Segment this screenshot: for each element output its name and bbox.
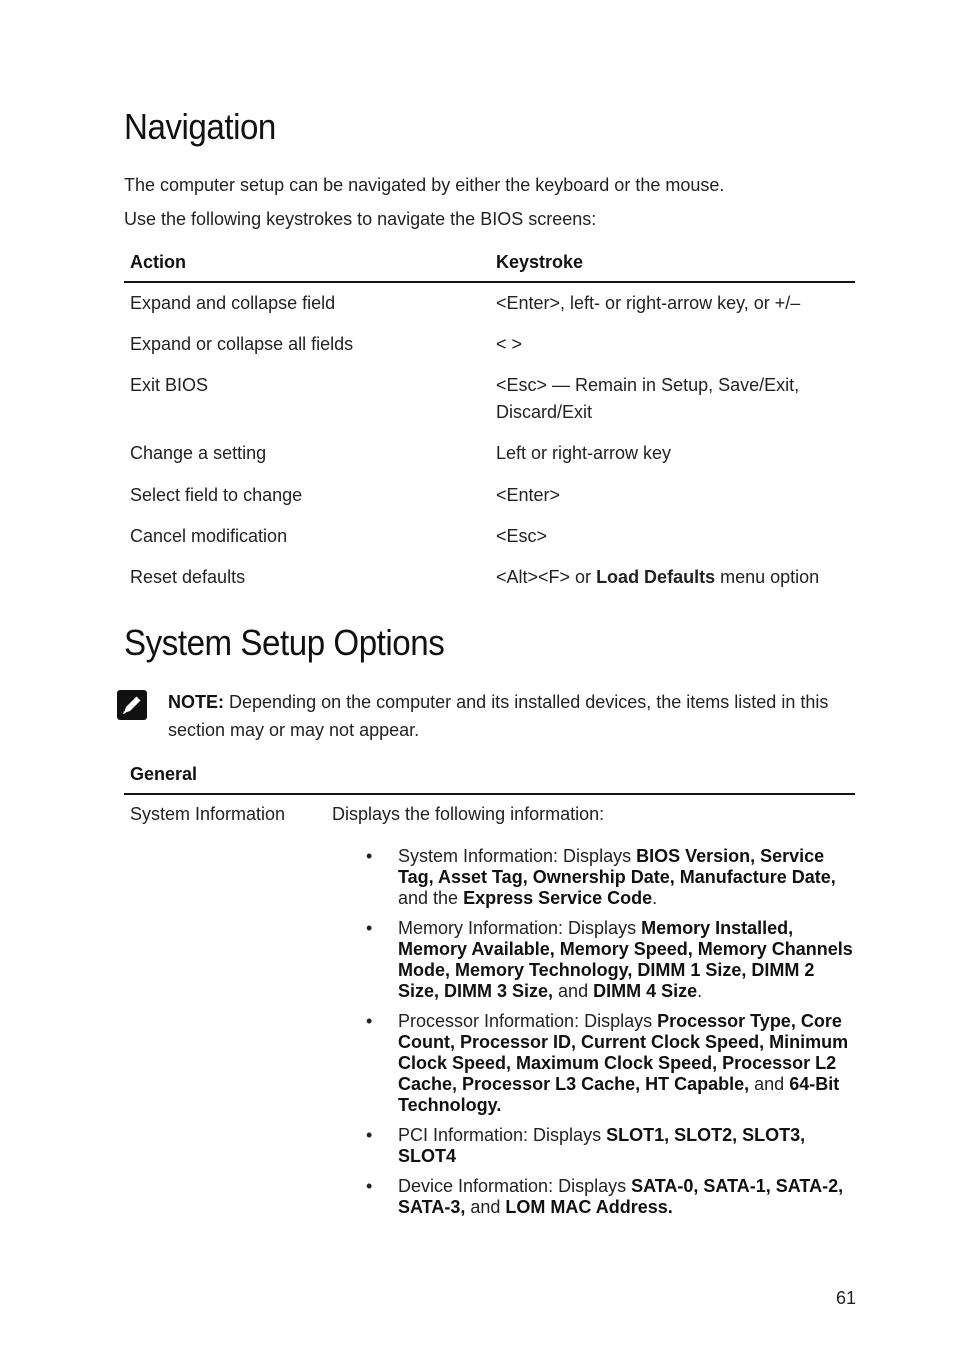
system-setup-options-title: System Setup Options [124, 622, 445, 663]
list-text: . [697, 981, 703, 1001]
action-cell: Cancel modification [130, 526, 288, 546]
note-body: Depending on the computer and its installed devices, the items listed in this section may or may not appear. [168, 692, 829, 740]
list-item [366, 1125, 856, 1167]
bullet-marker: • [366, 846, 373, 866]
general-header: General [130, 764, 198, 784]
bold-term: SATA-0, SATA-1, SATA-2, SATA-3, [398, 1176, 844, 1217]
keystroke-cell: Left or right-arrow key [496, 443, 672, 463]
list-text: PCI Information: Displays [398, 1125, 607, 1145]
bold-term: SLOT1, SLOT2, SLOT3, SLOT4 [398, 1125, 806, 1166]
list-item [366, 1011, 856, 1116]
keystroke-cell [496, 564, 846, 591]
list-text: and [749, 1074, 790, 1094]
list-text: Memory Information: Displays [398, 918, 642, 938]
keystroke-cell: <Enter>, left- or right-arrow key, or +/– [496, 293, 801, 313]
navigation-intro-2: Use the following keystrokes to navigate the BIOS screens: [124, 209, 597, 229]
bold-term: LOM MAC Address. [505, 1197, 673, 1217]
general-header-rule [124, 793, 855, 795]
navigation-title: Navigation [124, 106, 276, 147]
navigation-intro-1: The computer setup can be navigated by either the keyboard or the mouse. [124, 175, 725, 195]
keystroke-cell: < > [496, 334, 523, 354]
table-header-rule [124, 281, 855, 283]
bullet-marker: • [366, 1125, 373, 1145]
action-cell: Select field to change [130, 485, 303, 505]
action-cell: Expand or collapse all fields [130, 334, 354, 354]
system-information-list [366, 846, 856, 1227]
list-item [366, 918, 856, 1002]
list-text: . [652, 888, 658, 908]
column-header-keystroke: Keystroke [496, 252, 584, 272]
list-text: System Information: Displays [398, 846, 637, 866]
keystroke-cell: <Esc> [496, 526, 548, 546]
note-label: NOTE: [168, 692, 224, 712]
bold-term: 64-Bit Technology. [398, 1074, 840, 1115]
system-information-description: Displays the following information: [332, 804, 605, 824]
bold-term: Memory Installed, Memory Available, Memory Speed, Memory Channels Mode, Memory Technology, DIMM 1 Size, DIMM 2 Size, DIMM 3 Size, [398, 918, 853, 1001]
bullet-marker: • [366, 918, 373, 938]
bold-term: Express Service Code [463, 888, 653, 908]
action-cell: Reset defaults [130, 567, 246, 587]
bold-term: BIOS Version, Service Tag, Asset Tag, Ownership Date, Manufacture Date, [398, 846, 836, 887]
list-text: Processor Information: Displays [398, 1011, 658, 1031]
keystroke-text: <Alt><F> or [496, 567, 597, 587]
bold-term: Processor Type, Core Count, Processor ID, Current Clock Speed, Minimum Clock Speed, Maximum Clock Speed, Processor L2 Cache, Processor L3 Cache, HT Capable, [398, 1011, 849, 1094]
load-defaults-label: Load Defaults [596, 567, 716, 587]
action-cell: Change a setting [130, 443, 267, 463]
bullet-marker: • [366, 1176, 373, 1196]
column-header-action: Action [130, 252, 186, 272]
page-number: 61 [836, 1288, 857, 1308]
list-text: and [553, 981, 594, 1001]
note-pencil-icon [117, 690, 147, 720]
list-text: Device Information: Displays [398, 1176, 632, 1196]
keystroke-text: menu option [715, 567, 820, 587]
bullet-marker: • [366, 1011, 373, 1031]
action-cell: Expand and collapse field [130, 293, 336, 313]
list-item [366, 846, 856, 909]
action-cell: Exit BIOS [130, 375, 209, 395]
list-text: and [465, 1197, 506, 1217]
note-text [168, 688, 858, 744]
list-item [366, 1176, 856, 1218]
keystroke-cell: <Enter> [496, 485, 561, 505]
list-text: and the [398, 888, 464, 908]
keystroke-cell: <Esc> — Remain in Setup, Save/Exit, Discard/Exit [496, 375, 800, 422]
system-information-label: System Information [130, 804, 286, 824]
bold-term: DIMM 4 Size [593, 981, 698, 1001]
